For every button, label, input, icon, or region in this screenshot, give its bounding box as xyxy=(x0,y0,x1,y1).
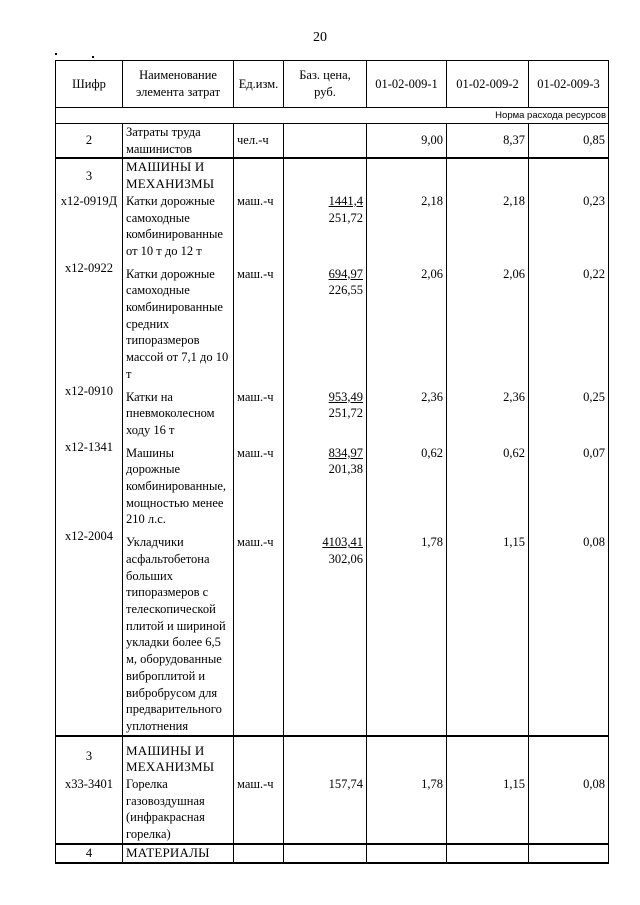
price-salary: 201,38 xyxy=(328,462,363,477)
row-value-2: 1,15 xyxy=(447,528,529,735)
norm-caption-row xyxy=(56,108,609,124)
price-salary: 251,72 xyxy=(328,210,363,225)
price-current: 4103,41 xyxy=(322,535,363,550)
section-number: 4 xyxy=(56,844,123,863)
row-value-1: 9,00 xyxy=(367,124,447,159)
price-current: 694,97 xyxy=(328,266,363,281)
row-value-1: 2,36 xyxy=(367,383,447,439)
row-value-1: 2,06 xyxy=(367,260,447,383)
row-unit: маш.-ч xyxy=(234,528,284,735)
header-col-1: 01-02-009-1 xyxy=(367,61,447,108)
row-value-3: 0,07 xyxy=(529,439,609,529)
row-price xyxy=(284,124,367,159)
row-price xyxy=(284,439,367,529)
row-value-2: 2,36 xyxy=(447,383,529,439)
table-row xyxy=(56,193,609,260)
section-number: 3 xyxy=(56,736,123,776)
row-unit: маш.-ч xyxy=(234,439,284,529)
section-header-machines xyxy=(56,158,609,192)
row-value-2: 8,37 xyxy=(447,124,529,159)
row-unit: маш.-ч xyxy=(234,260,284,383)
row-unit: маш.-ч xyxy=(234,193,284,260)
table-row xyxy=(56,776,609,844)
row-value-3: 0,08 xyxy=(529,528,609,735)
header-unit: Ед.изм. xyxy=(234,61,284,108)
row-name: Машины дорожные комбинированные, мощностью менее 210 л.с. xyxy=(123,439,234,529)
price-current: 1441,4 xyxy=(328,193,363,208)
row-price xyxy=(284,528,367,735)
header-price: Баз. цена, руб. xyxy=(284,61,367,108)
section-title: МАТЕРИАЛЫ xyxy=(123,844,234,863)
page-number: 20 xyxy=(313,30,327,45)
row-value-2: 1,15 xyxy=(447,776,529,844)
section-header-machines-2 xyxy=(56,736,609,776)
resource-norms-table xyxy=(55,60,609,864)
scan-speck xyxy=(55,53,57,55)
row-code: х12-0919Д xyxy=(56,193,123,260)
row-value-3: 0,85 xyxy=(529,124,609,159)
section-number: 3 xyxy=(56,158,123,192)
header-code: Шифр xyxy=(56,61,123,108)
price-salary: 226,55 xyxy=(328,283,363,298)
table-row xyxy=(56,528,609,735)
header-col-2: 01-02-009-2 xyxy=(447,61,529,108)
row-value-1: 1,78 xyxy=(367,776,447,844)
row-name: Катки дорожные самоходные комбинированные от 10 т до 12 т xyxy=(123,193,234,260)
row-price xyxy=(284,383,367,439)
price-salary: 251,72 xyxy=(328,406,363,421)
row-name: Затраты труда машинистов xyxy=(123,124,234,159)
row-value-1: 0,62 xyxy=(367,439,447,529)
row-value-3: 0,22 xyxy=(529,260,609,383)
row-name: Катки на пневмоколесном ходу 16 т xyxy=(123,383,234,439)
row-unit: маш.-ч xyxy=(234,776,284,844)
row-value-2: 2,06 xyxy=(447,260,529,383)
price-salary: 302,06 xyxy=(328,551,363,566)
table-row xyxy=(56,439,609,529)
section-header-materials xyxy=(56,844,609,863)
table-row-labor xyxy=(56,124,609,159)
row-code: х12-1341 xyxy=(56,439,123,529)
table-row xyxy=(56,383,609,439)
header-col-3: 01-02-009-3 xyxy=(529,61,609,108)
row-code: 2 xyxy=(56,124,123,159)
row-name: Укладчики асфальтобетона больших типоразмеров с телескопической плитой и шириной укладки более 6,5 м, оборудованные виброплитой и вибробрусом для предварительного уплотнения xyxy=(123,528,234,735)
row-price: 157,74 xyxy=(284,776,367,844)
row-value-2: 2,18 xyxy=(447,193,529,260)
row-name: Горелка газовоздушная (инфракрасная горелка) xyxy=(123,776,234,844)
price-current: 834,97 xyxy=(328,445,363,460)
row-name: Катки дорожные самоходные комбинированные средних типоразмеров массой от 7,1 до 10 т xyxy=(123,260,234,383)
row-value-3: 0,23 xyxy=(529,193,609,260)
header-row xyxy=(56,61,609,108)
row-price xyxy=(284,260,367,383)
row-unit: чел.-ч xyxy=(234,124,284,159)
price-current: 953,49 xyxy=(328,389,363,404)
header-name: Наименование элемента затрат xyxy=(123,61,234,108)
row-unit: маш.-ч xyxy=(234,383,284,439)
row-code: х12-0922 xyxy=(56,260,123,383)
row-code: х12-2004 xyxy=(56,528,123,735)
row-value-1: 2,18 xyxy=(367,193,447,260)
row-value-3: 0,25 xyxy=(529,383,609,439)
norm-caption: Норма расхода ресурсов xyxy=(56,108,609,124)
table-row xyxy=(56,260,609,383)
row-value-2: 0,62 xyxy=(447,439,529,529)
row-code: х33-3401 xyxy=(56,776,123,844)
scan-speck xyxy=(92,56,94,58)
row-price xyxy=(284,193,367,260)
row-value-3: 0,08 xyxy=(529,776,609,844)
section-title: МАШИНЫ И МЕХАНИЗМЫ xyxy=(123,158,234,192)
row-value-1: 1,78 xyxy=(367,528,447,735)
row-code: х12-0910 xyxy=(56,383,123,439)
section-title: МАШИНЫ И МЕХАНИЗМЫ xyxy=(123,736,234,776)
